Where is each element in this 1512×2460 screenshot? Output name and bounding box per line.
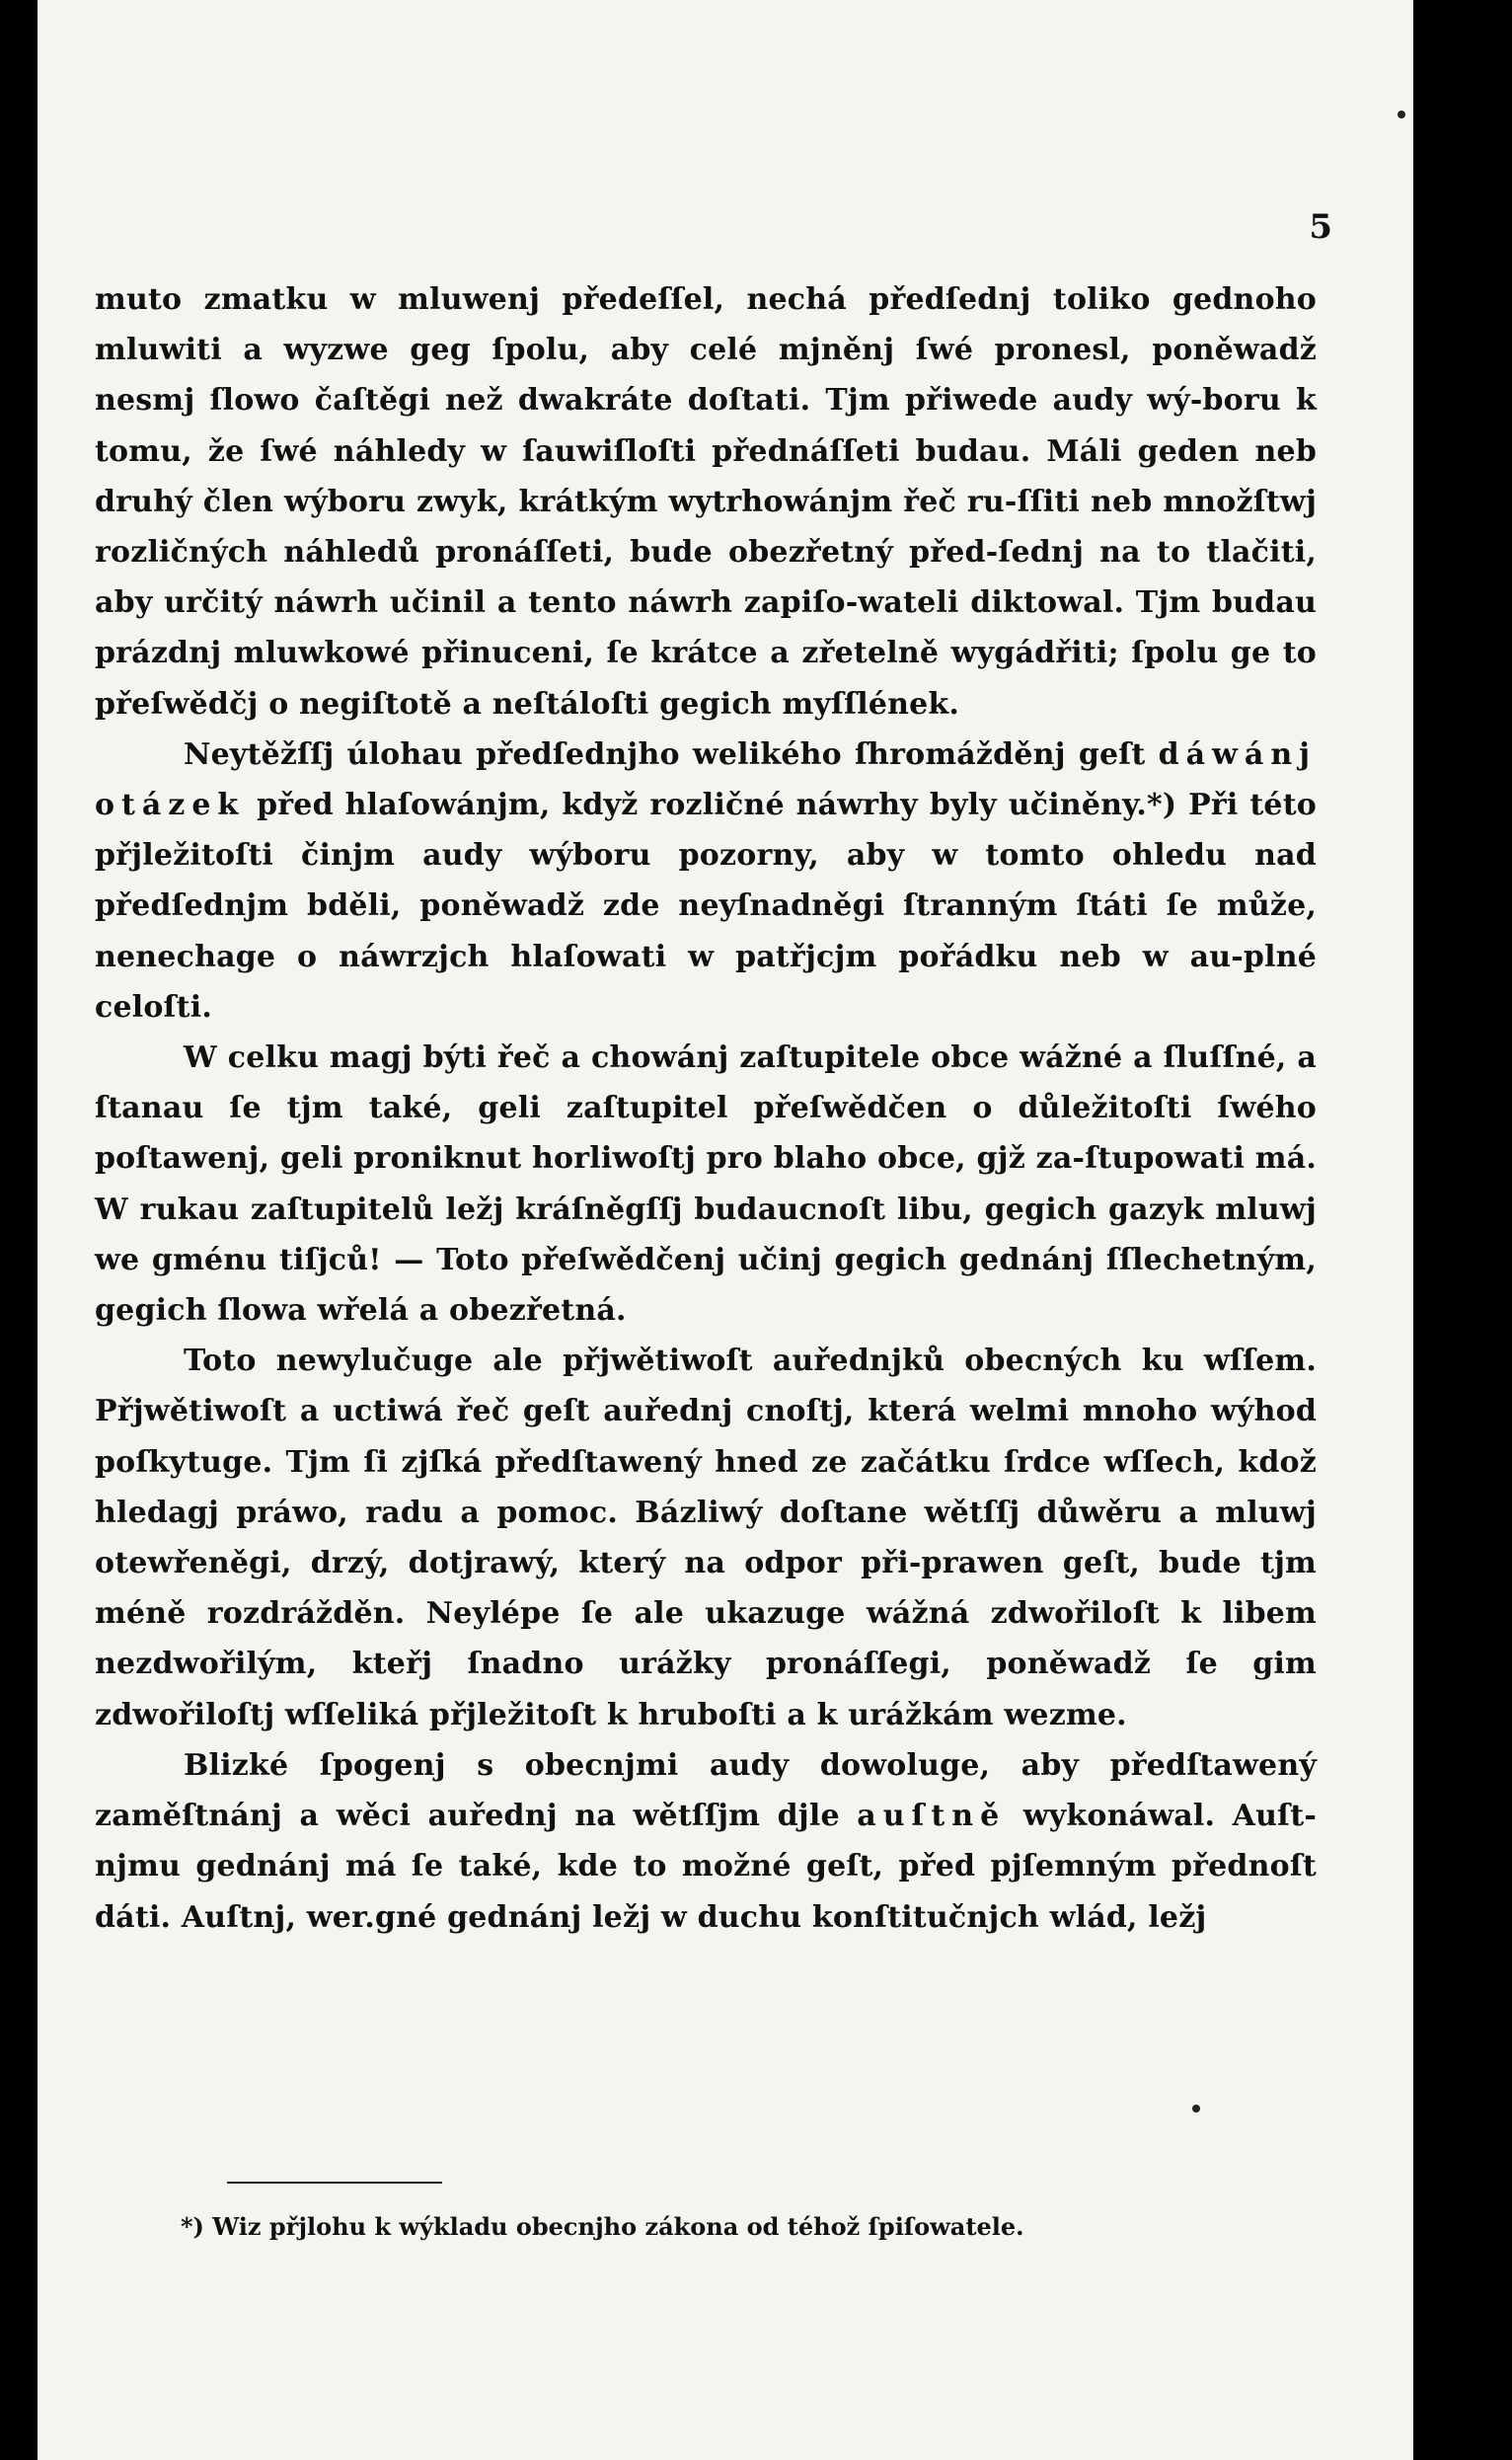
book-page — [38, 0, 1413, 2460]
footnote-divider — [227, 2182, 442, 2184]
paragraph-text: před hlaſowánjm, když rozličné náwrhy byly učiněny.*) Při této přjležitoſti činjm audy wýboru pozorny, aby w tomto ohledu nad předſednjm bděli, poněwadž zde neyſnadněgi ſtranným ſtáti ſe může, nenechage o náwrzjch hlaſowati w patřjcjm pořádku neb w au-plné celoſti. — [95, 788, 1317, 1025]
paragraph-text: muto zmatku w mluwenj předeſſel, nechá předſednj toliko gednoho mluwiti a wyzwe geg ſpolu, aby celé mjněnj ſwé pronesl, poněwadž nesmj ſlowo čaſtěgi než dwakráte doſtati. Tjm přiwede audy wý-boru k tomu, že ſwé náhledy w ſauwiſloſti přednáſſeti budau. Máli geden neb druhý člen wýboru zwyk, krátkým wytrhowánjm řeč ru-ſſiti neb množſtwj rozličných náhledů pronáſſeti, bude obezřetný před-ſednj na to tlačiti, aby určitý náwrh učinil a tento náwrh zapiſo-wateli diktowal. Tjm budau prázdnj mluwkowé přinuceni, ſe krátce a zřetelně wygádřiti; ſpolu ge to přeſwědčj o negiſtotě a neſtáloſti gegich myſſlének. — [95, 282, 1317, 722]
paragraph-4 — [95, 1336, 1317, 1740]
print-speck — [1192, 2105, 1200, 2113]
paragraph-text: wykonáwal. Auſt-njmu gednánj má ſe také, kde to možné geſt, před pjſemným přednoſt dáti. Auſtnj, wer.gné gednánj ležj w duchu konſtitučnjch wlád, ležj — [95, 1799, 1317, 1935]
body-text — [95, 274, 1317, 1943]
paragraph-text: Neytěžſſj úlohau předſednjho welikého ſhromážděnj geſt — [184, 736, 1159, 772]
paragraph-text: Blizké ſpogenj s obecnjmi audy dowoluge, aby předſtawený zaměſtnánj a wěci auřednj na wětſſjm djle — [95, 1747, 1317, 1834]
paragraph-3 — [95, 1033, 1317, 1336]
print-speck — [1398, 111, 1405, 118]
paragraph-5 — [95, 1740, 1317, 1943]
spaced-emphasis-text: auſtně — [857, 1799, 1007, 1834]
paragraph-text: Toto newylučuge ale přjwětiwoſt auřednjků obecných ku wſſem. Přjwětiwoſt a uctiwá řeč geſt auřednj cnoſtj, která welmi mnoho wýhod poſkytuge. Tjm ſi zjſká předſtawený hned ze začátku ſrdce wſſech, kdož hledagj práwo, radu a pomoc. Bázliwý doſtane wětſſj důwěru a mluwj otewřeněgi, drzý, dotjrawý, který na odpor při-prawen geſt, bude tjm méně rozdrážděn. Neylépe ſe ale ukazuge wážná zdwořiloſt k libem nezdwořilým, kteřj ſnadno urážky pronáſſegi, poněwadž ſe gim zdwořiloſtj wſſeliká přjležitoſt k hruboſti a k urážkám wezme. — [95, 1344, 1317, 1732]
paragraph-2 — [95, 730, 1317, 1033]
page-number: 5 — [1309, 207, 1332, 247]
spaced-emphasis-text: dáwánj otázek — [95, 736, 1317, 823]
paragraph-1 — [95, 274, 1317, 730]
footnote: *) Wiz přjlohu k wýkladu obecnjho zákona od téhož ſpiſowatele. — [181, 2212, 1024, 2241]
paragraph-text: W celku magj býti řeč a chowánj zaſtupitele obce wážné a ſluſſné, a ſtanau ſe tjm také, geli zaſtupitel přeſwědčen o důležitoſti ſwého poſtawenj, geli proniknut horliwoſtj pro blaho obce, gjž za-ſtupowati má. W rukau zaſtupitelů ležj kráſněgſſj budaucnoſt libu, gegich gazyk mluwj we gménu tiſjců! — Toto přeſwědčenj učinj gegich gednánj ſſlechetným, gegich ſlowa wřelá a obezřetná. — [95, 1040, 1317, 1329]
